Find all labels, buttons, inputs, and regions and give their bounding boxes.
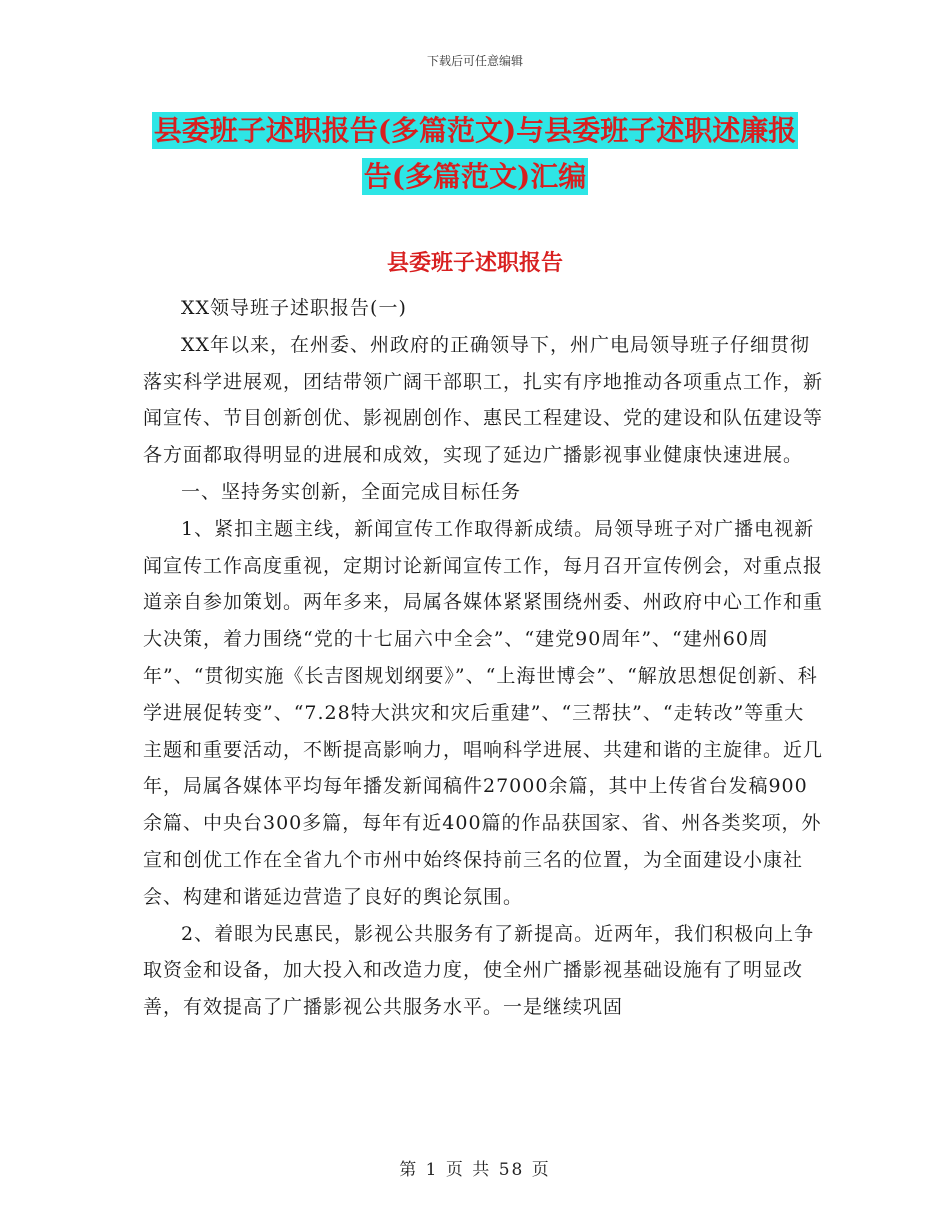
- page-number: 第 1 页 共 58 页: [399, 1160, 551, 1180]
- paragraph: 2、着眼为民惠民，影视公共服务有了新提高。近两年，我们积极向上争取资金和设备，加大投入和改造力度，使全州广播影视基础设施有了明显改善，有效提高了广播影视公共服务水平。一是继续巩固: [143, 922, 815, 1019]
- paragraph: 1、紧扣主题主线，新闻宣传工作取得新成绩。局领导班子对广播电视新闻宣传工作高度重视，定期讨论新闻宣传工作，每月召开宣传例会，对重点报道亲自参加策划。两年多来，局属各媒体紧紧围绕州委、州政府中心工作和重大决策，着力围绕“党的十七届六中全会”、“建党90周年”、“建州60周年”、“贯彻实施《长吉图规划纲要》”、“上海世博会”、“解放思想促创新、科学进展促转变”、“7.28特大洪灾和灾后重建”、“三帮扶”、“走转改”等重大主题和重要活动，不断提高影响力，唱响科学进展、共建和谐的主旋律。近几年，局属各媒体平均每年播发新闻稿件27000余篇，其中上传省台发稿900余篇、中央台300多篇，每年有近400篇的作品获国家、省、州各类奖项，外宣和创优工作在全省九个市州中始终保持前三名的位置，为全面建设小康社会、构建和谐延边营造了良好的舆论氛围。: [143, 517, 824, 908]
- header-note: 下载后可任意编辑: [426, 54, 523, 68]
- title-line-2: 告(多篇范文)汇编: [363, 160, 587, 193]
- document-title: [0, 108, 950, 200]
- section-title: 县委班子述职报告: [386, 250, 563, 276]
- paragraph: XX领导班子述职报告(一): [181, 297, 407, 319]
- body-text: [143, 290, 823, 1026]
- paragraph: 一、坚持务实创新，全面完成目标任务: [181, 480, 522, 503]
- paragraph: XX年以来，在州委、州政府的正确领导下，州广电局领导班子仔细贯彻落实科学进展观，团结带领广阔干部职工，扎实有序地推动各项重点工作，新闻宣传、节目创新创优、影视剧创作、惠民工程建设、党的建设和队伍建设等各方面都取得明显的进展和成效，实现了延边广播影视事业健康快速进展。: [143, 333, 824, 467]
- title-line-1: 县委班子述职报告(多篇范文)与县委班子述职述廉报: [153, 114, 797, 147]
